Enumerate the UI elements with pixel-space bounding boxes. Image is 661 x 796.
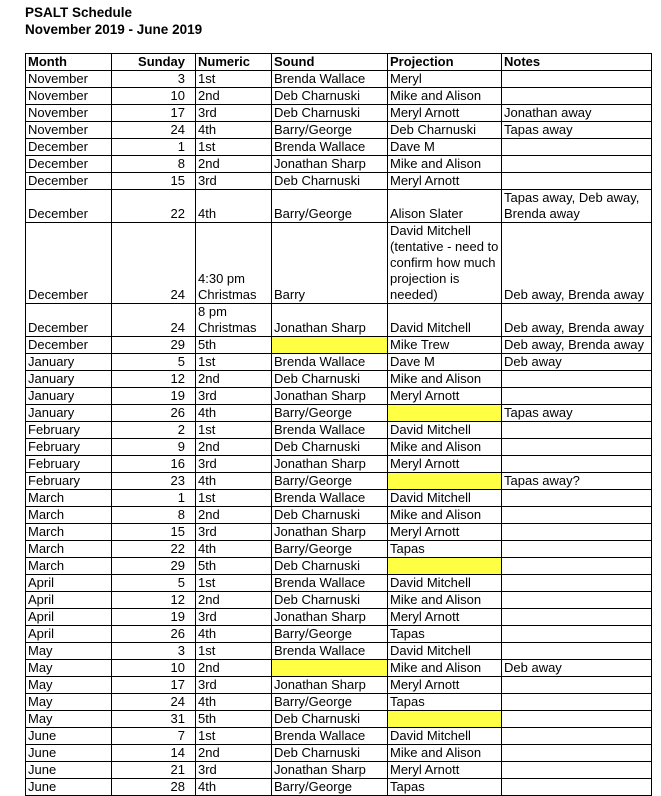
cell-sunday: 15	[112, 173, 196, 190]
cell-numeric: 4:30 pm Christmas	[196, 223, 272, 304]
cell-sunday: 22	[112, 190, 196, 223]
cell-sound: Barry/George	[272, 626, 388, 643]
cell-notes	[502, 507, 652, 524]
table-row	[26, 88, 652, 105]
cell-numeric: 1st	[196, 643, 272, 660]
cell-notes	[502, 779, 652, 796]
cell-sunday: 24	[112, 223, 196, 304]
cell-sunday: 2	[112, 422, 196, 439]
cell-notes	[502, 626, 652, 643]
cell-sunday: 17	[112, 105, 196, 122]
cell-sound: Brenda Wallace	[272, 575, 388, 592]
cell-notes: Deb away	[502, 354, 652, 371]
cell-projection: David Mitchell	[388, 575, 502, 592]
cell-month: November	[26, 122, 112, 139]
table-row	[26, 694, 652, 711]
cell-sunday: 5	[112, 575, 196, 592]
cell-notes	[502, 456, 652, 473]
cell-numeric: 1st	[196, 422, 272, 439]
cell-sunday: 24	[112, 304, 196, 337]
cell-numeric: 3rd	[196, 173, 272, 190]
header-sound: Sound	[272, 54, 388, 71]
cell-notes: Tapas away	[502, 122, 652, 139]
cell-projection: Mike and Alison	[388, 745, 502, 762]
cell-month: May	[26, 660, 112, 677]
cell-notes: Deb away, Brenda away	[502, 337, 652, 354]
cell-sunday: 8	[112, 507, 196, 524]
table-row	[26, 354, 652, 371]
cell-notes	[502, 728, 652, 745]
cell-numeric: 4th	[196, 405, 272, 422]
cell-sound: Deb Charnuski	[272, 88, 388, 105]
cell-month: April	[26, 626, 112, 643]
table-row	[26, 745, 652, 762]
cell-sunday: 24	[112, 694, 196, 711]
cell-projection	[388, 405, 502, 422]
cell-numeric: 1st	[196, 139, 272, 156]
cell-notes: Tapas away?	[502, 473, 652, 490]
cell-projection: Meryl	[388, 71, 502, 88]
cell-month: June	[26, 728, 112, 745]
cell-sunday: 21	[112, 762, 196, 779]
table-row	[26, 490, 652, 507]
cell-numeric: 2nd	[196, 592, 272, 609]
cell-projection: Meryl Arnott	[388, 173, 502, 190]
cell-sunday: 24	[112, 122, 196, 139]
cell-sound	[272, 337, 388, 354]
cell-sound: Barry/George	[272, 473, 388, 490]
cell-sound: Barry/George	[272, 779, 388, 796]
cell-sunday: 10	[112, 660, 196, 677]
cell-sunday: 1	[112, 139, 196, 156]
table-row	[26, 304, 652, 337]
table-row	[26, 762, 652, 779]
cell-numeric: 3rd	[196, 524, 272, 541]
cell-numeric: 3rd	[196, 677, 272, 694]
cell-numeric: 2nd	[196, 745, 272, 762]
cell-month: April	[26, 575, 112, 592]
table-row	[26, 609, 652, 626]
cell-sunday: 29	[112, 558, 196, 575]
cell-numeric: 3rd	[196, 609, 272, 626]
cell-projection: Meryl Arnott	[388, 456, 502, 473]
cell-sound: Brenda Wallace	[272, 728, 388, 745]
cell-projection	[388, 711, 502, 728]
table-row	[26, 105, 652, 122]
cell-sound: Jonathan Sharp	[272, 456, 388, 473]
cell-sound: Barry	[272, 223, 388, 304]
cell-numeric: 4th	[196, 779, 272, 796]
cell-month: February	[26, 473, 112, 490]
table-row	[26, 711, 652, 728]
cell-numeric: 2nd	[196, 439, 272, 456]
cell-sound: Barry/George	[272, 405, 388, 422]
cell-month: January	[26, 388, 112, 405]
cell-numeric: 4th	[196, 190, 272, 223]
cell-month: May	[26, 711, 112, 728]
cell-month: December	[26, 337, 112, 354]
cell-sound: Barry/George	[272, 694, 388, 711]
cell-projection: Meryl Arnott	[388, 388, 502, 405]
cell-projection: Tapas	[388, 541, 502, 558]
page-subtitle: November 2019 - June 2019	[25, 22, 203, 37]
table-row	[26, 541, 652, 558]
table-row	[26, 473, 652, 490]
cell-notes	[502, 711, 652, 728]
cell-notes: Tapas away	[502, 405, 652, 422]
cell-sound: Barry/George	[272, 541, 388, 558]
table-row	[26, 139, 652, 156]
cell-month: November	[26, 88, 112, 105]
cell-numeric: 4th	[196, 122, 272, 139]
table-row	[26, 660, 652, 677]
table-row	[26, 405, 652, 422]
cell-numeric: 4th	[196, 541, 272, 558]
cell-projection: David Mitchell	[388, 490, 502, 507]
cell-notes	[502, 558, 652, 575]
cell-projection: Mike and Alison	[388, 156, 502, 173]
cell-notes: Deb away	[502, 660, 652, 677]
cell-numeric: 4th	[196, 694, 272, 711]
table-row	[26, 626, 652, 643]
cell-month: May	[26, 694, 112, 711]
cell-month: November	[26, 71, 112, 88]
cell-notes	[502, 371, 652, 388]
cell-projection: Tapas	[388, 626, 502, 643]
cell-numeric: 8 pm Christmas	[196, 304, 272, 337]
cell-sunday: 26	[112, 405, 196, 422]
cell-sunday: 23	[112, 473, 196, 490]
table-row	[26, 122, 652, 139]
cell-numeric: 4th	[196, 473, 272, 490]
cell-notes	[502, 592, 652, 609]
cell-notes	[502, 156, 652, 173]
cell-month: November	[26, 105, 112, 122]
cell-month: June	[26, 779, 112, 796]
cell-numeric: 1st	[196, 71, 272, 88]
cell-sunday: 31	[112, 711, 196, 728]
cell-numeric: 3rd	[196, 762, 272, 779]
cell-sound: Deb Charnuski	[272, 173, 388, 190]
cell-projection: Tapas	[388, 694, 502, 711]
schedule-table	[25, 53, 652, 796]
cell-sunday: 22	[112, 541, 196, 558]
cell-sunday: 15	[112, 524, 196, 541]
cell-notes	[502, 422, 652, 439]
table-row	[26, 388, 652, 405]
cell-month: December	[26, 190, 112, 223]
table-row	[26, 422, 652, 439]
cell-notes	[502, 439, 652, 456]
cell-sound: Deb Charnuski	[272, 592, 388, 609]
cell-month: February	[26, 422, 112, 439]
cell-month: December	[26, 304, 112, 337]
cell-notes	[502, 388, 652, 405]
cell-numeric: 5th	[196, 711, 272, 728]
table-row	[26, 643, 652, 660]
schedule-rows	[26, 71, 652, 796]
cell-sunday: 12	[112, 371, 196, 388]
cell-numeric: 1st	[196, 490, 272, 507]
cell-sound: Jonathan Sharp	[272, 609, 388, 626]
cell-sound: Brenda Wallace	[272, 422, 388, 439]
table-row	[26, 156, 652, 173]
cell-sound: Jonathan Sharp	[272, 677, 388, 694]
cell-notes: Deb away, Brenda away	[502, 304, 652, 337]
cell-notes	[502, 71, 652, 88]
page-title: PSALT Schedule	[25, 5, 133, 20]
table-row	[26, 456, 652, 473]
cell-sunday: 3	[112, 71, 196, 88]
cell-notes	[502, 609, 652, 626]
cell-month: May	[26, 643, 112, 660]
cell-month: December	[26, 139, 112, 156]
header-sunday: Sunday	[112, 54, 196, 71]
cell-sunday: 8	[112, 156, 196, 173]
table-row	[26, 190, 652, 223]
header-row	[26, 54, 652, 71]
cell-sunday: 14	[112, 745, 196, 762]
cell-notes	[502, 524, 652, 541]
cell-month: March	[26, 558, 112, 575]
cell-projection: David Mitchell	[388, 728, 502, 745]
cell-sunday: 10	[112, 88, 196, 105]
cell-numeric: 5th	[196, 337, 272, 354]
cell-projection: Alison Slater	[388, 190, 502, 223]
cell-projection: Deb Charnuski	[388, 122, 502, 139]
cell-sound: Brenda Wallace	[272, 490, 388, 507]
table-row	[26, 337, 652, 354]
table-row	[26, 728, 652, 745]
cell-sound: Jonathan Sharp	[272, 156, 388, 173]
cell-sound: Deb Charnuski	[272, 711, 388, 728]
cell-notes: Deb away, Brenda away	[502, 223, 652, 304]
table-row	[26, 575, 652, 592]
cell-sunday: 26	[112, 626, 196, 643]
cell-numeric: 3rd	[196, 456, 272, 473]
table-row	[26, 524, 652, 541]
cell-numeric: 5th	[196, 558, 272, 575]
cell-projection: Mike and Alison	[388, 439, 502, 456]
cell-sound: Deb Charnuski	[272, 745, 388, 762]
cell-notes	[502, 88, 652, 105]
cell-sound: Brenda Wallace	[272, 354, 388, 371]
cell-sunday: 3	[112, 643, 196, 660]
cell-sound	[272, 660, 388, 677]
cell-sound: Barry/George	[272, 190, 388, 223]
cell-numeric: 2nd	[196, 88, 272, 105]
cell-notes	[502, 139, 652, 156]
cell-projection: Dave M	[388, 354, 502, 371]
table-row	[26, 558, 652, 575]
cell-sunday: 19	[112, 388, 196, 405]
cell-month: March	[26, 490, 112, 507]
cell-numeric: 4th	[196, 626, 272, 643]
cell-projection: Meryl Arnott	[388, 677, 502, 694]
table-row	[26, 439, 652, 456]
cell-month: June	[26, 762, 112, 779]
header-month: Month	[26, 54, 112, 71]
cell-sound: Deb Charnuski	[272, 558, 388, 575]
cell-projection: Meryl Arnott	[388, 105, 502, 122]
cell-projection: Mike and Alison	[388, 660, 502, 677]
cell-projection: Meryl Arnott	[388, 609, 502, 626]
cell-sound: Deb Charnuski	[272, 105, 388, 122]
header-projection: Projection	[388, 54, 502, 71]
cell-month: December	[26, 223, 112, 304]
cell-numeric: 2nd	[196, 660, 272, 677]
cell-sound: Deb Charnuski	[272, 371, 388, 388]
cell-notes	[502, 643, 652, 660]
cell-sunday: 16	[112, 456, 196, 473]
cell-notes	[502, 694, 652, 711]
cell-sunday: 9	[112, 439, 196, 456]
cell-numeric: 1st	[196, 354, 272, 371]
cell-sunday: 29	[112, 337, 196, 354]
cell-notes	[502, 173, 652, 190]
cell-notes	[502, 762, 652, 779]
cell-numeric: 3rd	[196, 105, 272, 122]
cell-month: January	[26, 371, 112, 388]
cell-month: April	[26, 592, 112, 609]
cell-projection: Meryl Arnott	[388, 524, 502, 541]
cell-numeric: 2nd	[196, 507, 272, 524]
cell-projection: Mike Trew	[388, 337, 502, 354]
cell-notes	[502, 677, 652, 694]
cell-sound: Jonathan Sharp	[272, 304, 388, 337]
cell-projection: David Mitchell	[388, 643, 502, 660]
cell-sunday: 5	[112, 354, 196, 371]
cell-notes	[502, 745, 652, 762]
cell-month: April	[26, 609, 112, 626]
cell-projection: Mike and Alison	[388, 88, 502, 105]
header-notes: Notes	[502, 54, 652, 71]
cell-sunday: 1	[112, 490, 196, 507]
cell-notes: Tapas away, Deb away, Brenda away	[502, 190, 652, 223]
cell-month: January	[26, 405, 112, 422]
cell-numeric: 3rd	[196, 388, 272, 405]
cell-sound: Brenda Wallace	[272, 139, 388, 156]
cell-numeric: 1st	[196, 728, 272, 745]
table-row	[26, 173, 652, 190]
cell-month: March	[26, 524, 112, 541]
table-row	[26, 371, 652, 388]
cell-month: December	[26, 156, 112, 173]
cell-month: May	[26, 677, 112, 694]
cell-projection: Dave M	[388, 139, 502, 156]
cell-notes	[502, 575, 652, 592]
cell-sunday: 12	[112, 592, 196, 609]
cell-month: December	[26, 173, 112, 190]
cell-projection: Meryl Arnott	[388, 762, 502, 779]
cell-sound: Jonathan Sharp	[272, 762, 388, 779]
cell-projection: David Mitchell	[388, 422, 502, 439]
cell-sound: Deb Charnuski	[272, 507, 388, 524]
table-row	[26, 223, 652, 304]
table-row	[26, 71, 652, 88]
cell-numeric: 2nd	[196, 371, 272, 388]
cell-notes: Jonathan away	[502, 105, 652, 122]
cell-sound: Brenda Wallace	[272, 643, 388, 660]
cell-month: June	[26, 745, 112, 762]
cell-month: February	[26, 456, 112, 473]
cell-projection: Mike and Alison	[388, 507, 502, 524]
cell-sound: Brenda Wallace	[272, 71, 388, 88]
cell-projection: David Mitchell (tentative - need to confirm how much projection is needed)	[388, 223, 502, 304]
table-row	[26, 779, 652, 796]
cell-notes	[502, 490, 652, 507]
table-row	[26, 507, 652, 524]
cell-sound: Deb Charnuski	[272, 439, 388, 456]
cell-projection: Tapas	[388, 779, 502, 796]
cell-sunday: 7	[112, 728, 196, 745]
cell-projection: Mike and Alison	[388, 592, 502, 609]
cell-projection: Mike and Alison	[388, 371, 502, 388]
cell-month: March	[26, 541, 112, 558]
cell-sunday: 28	[112, 779, 196, 796]
cell-sunday: 17	[112, 677, 196, 694]
cell-sound: Jonathan Sharp	[272, 388, 388, 405]
table-row	[26, 592, 652, 609]
table-row	[26, 677, 652, 694]
cell-month: February	[26, 439, 112, 456]
cell-projection	[388, 473, 502, 490]
cell-numeric: 1st	[196, 575, 272, 592]
cell-numeric: 2nd	[196, 156, 272, 173]
cell-month: March	[26, 507, 112, 524]
cell-sound: Jonathan Sharp	[272, 524, 388, 541]
cell-projection: David Mitchell	[388, 304, 502, 337]
header-numeric: Numeric	[196, 54, 272, 71]
cell-sound: Barry/George	[272, 122, 388, 139]
cell-month: January	[26, 354, 112, 371]
cell-projection	[388, 558, 502, 575]
cell-notes	[502, 541, 652, 558]
cell-sunday: 19	[112, 609, 196, 626]
